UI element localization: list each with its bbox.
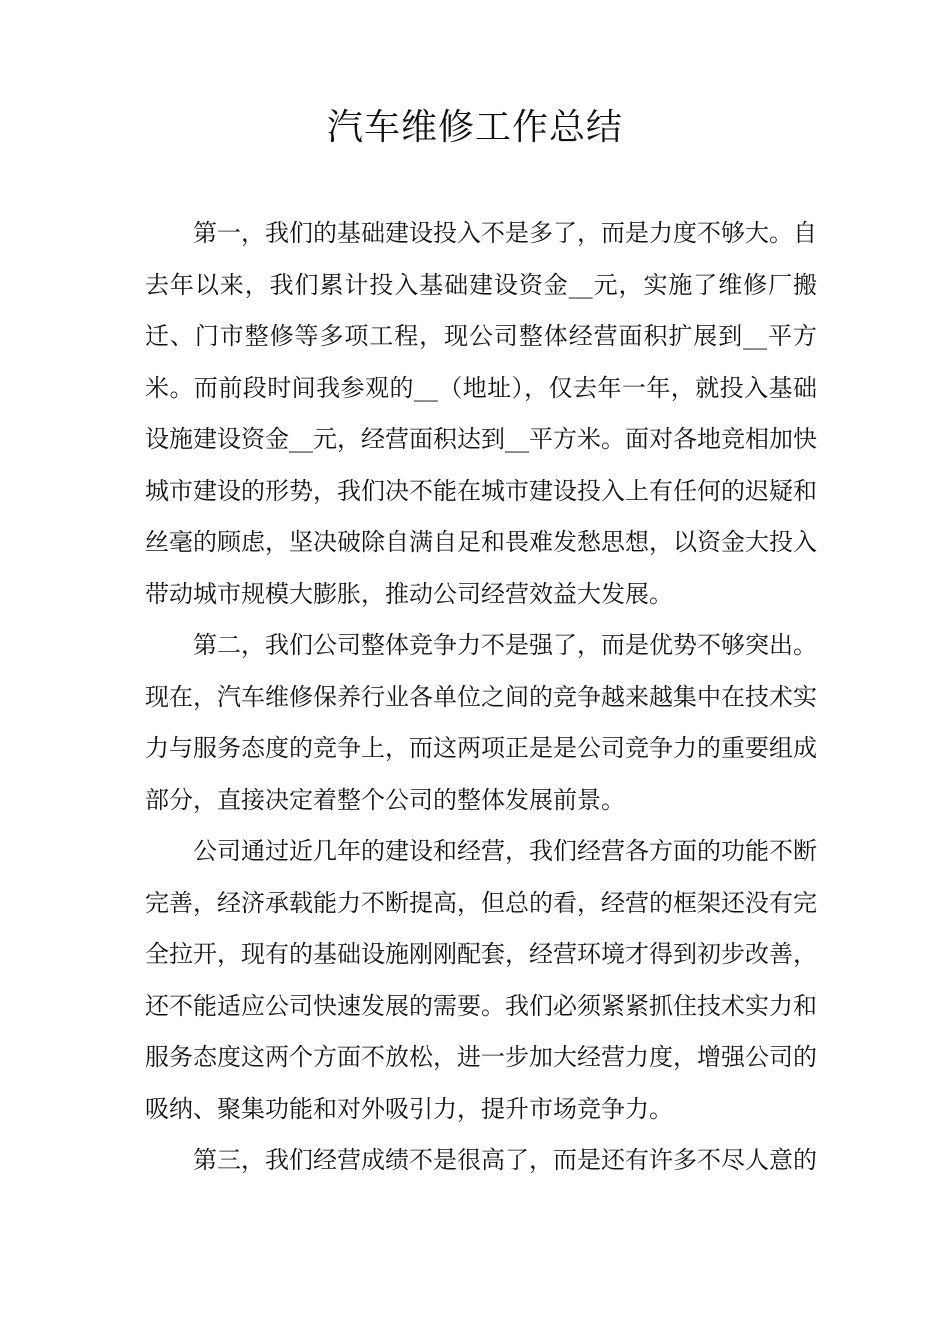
paragraph-3: 公司通过近几年的建设和经营，我们经营各方面的功能不断完善，经济承载能力不断提高，但总的看，经营的框架还没有完全拉开，现有的基础设施刚刚配套，经营环境才得到初步改善，还不能适应公司快速发展的需要。我们必须紧紧抓住技术实力和服务态度这两个方面不放松，进一步加大经营力度，增强公司的吸纳、聚集功能和对外吸引力，提升市场竞争力。 — [145, 837, 817, 1123]
paragraph-1: 第一，我们的基础建设投入不是多了，而是力度不够大。自去年以来，我们累计投入基础建设资金__元，实施了维修厂搬迁、门市整修等多项工程，现公司整体经营面积扩展到__平方米。而前段时间我参观的__（地址），仅去年一年，就投入基础设施建设资金__元，经营面积达到__平方米。面对各地竞相加快城市建设的形势，我们决不能在城市建设投入上有任何的迟疑和丝毫的顾虑，坚决破除自满自足和畏难发愁思想，以资金大投入带动城市规模大膨胀，推动公司经营效益大发展。 — [145, 219, 817, 608]
document-title: 汽车维修工作总结 — [326, 107, 623, 148]
paragraph-4: 第三，我们经营成绩不是很高了，而是还有许多不尽人意的 — [193, 1146, 817, 1174]
paragraph-2: 第二，我们公司整体竞争力不是强了，而是优势不够突出。现在，汽车维修保养行业各单位之间的竞争越来越集中在技术实力与服务态度的竞争上，而这两项正是是公司竞争力的重要组成部分，直接决定着整个公司的整体发展前景。 — [145, 631, 817, 814]
document-body — [145, 208, 817, 1187]
